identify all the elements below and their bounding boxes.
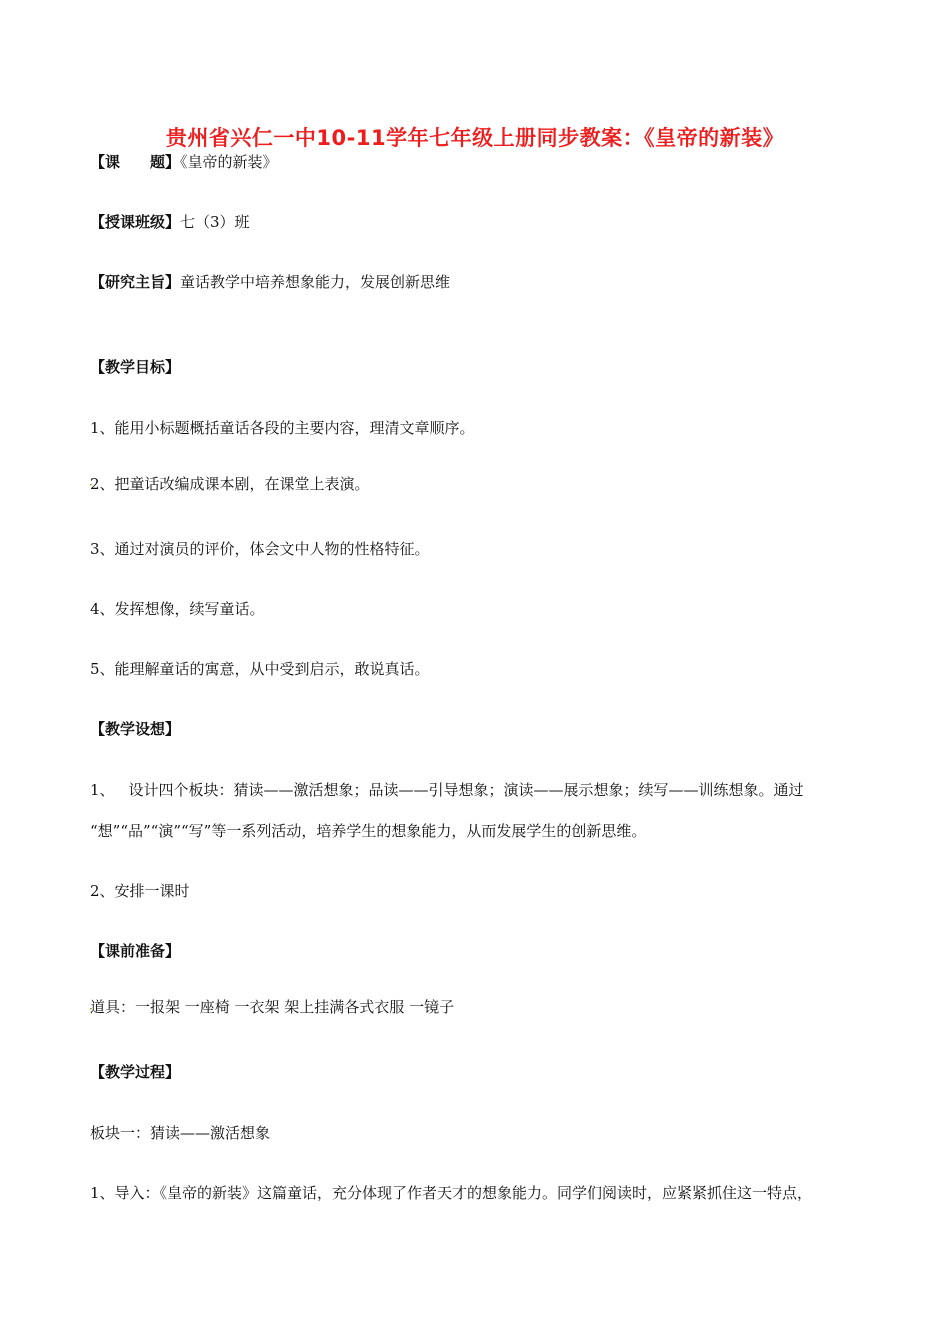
design-item-1-number: 1、: [90, 781, 115, 799]
topic-value: 《皇帝的新装》: [180, 153, 278, 171]
goal-item-2: 2、把童话改编成课本剧，在课堂上表演。: [90, 475, 370, 493]
design-item-1-continued: “想”“品”“演”“写”等一系列活动，培养学生的想象能力，从而发展学生的创新思维。: [90, 822, 647, 840]
purpose-line: [90, 272, 450, 292]
goal-item-1: 1、能用小标题概括童话各段的主要内容，理清文章顺序。: [90, 419, 475, 437]
goal-item-4: 4、发挥想像，续写童话。: [90, 600, 265, 618]
class-line: [90, 212, 250, 232]
prep-text: 道具：一报架 一座椅 一衣架 架上挂满各式衣服 一镜子: [90, 998, 455, 1016]
step-1-text: 1、导入：《皇帝的新装》这篇童话，充分体现了作者天才的想象能力。同学们阅读时，应紧紧抓住这一特点，: [90, 1184, 813, 1202]
purpose-label: 【研究主旨】: [90, 273, 181, 291]
topic-label-open: 【课: [90, 153, 121, 171]
block-one-heading: 板块一：猜读——激活想象: [90, 1124, 271, 1142]
design-item-2: 2、安排一课时: [90, 882, 190, 900]
topic-label-close: 题】: [150, 153, 181, 171]
design-item-1-text: 设计四个板块：猜读——激活想象；品读——引导想象；演读——展示想象；续写——训练想象。通过: [128, 781, 804, 799]
design-heading: 【教学设想】: [90, 720, 181, 738]
document-title: 贵州省兴仁一中10-11学年七年级上册同步教案：《皇帝的新装》: [165, 126, 785, 150]
goal-item-3: 3、通过对演员的评价，体会文中人物的性格特征。: [90, 540, 430, 558]
process-heading: 【教学过程】: [90, 1063, 181, 1081]
goal-item-5: 5、能理解童话的寓意，从中受到启示，敢说真话。: [90, 660, 430, 678]
purpose-value: 童话教学中培养想象能力，发展创新思维: [180, 273, 451, 291]
class-value: 七（3）班: [180, 213, 250, 231]
goals-heading: 【教学目标】: [90, 358, 181, 376]
topic-line: [90, 152, 278, 172]
design-item-1: [90, 780, 804, 800]
class-label: 【授课班级】: [90, 213, 181, 231]
prep-heading: 【课前准备】: [90, 942, 181, 960]
